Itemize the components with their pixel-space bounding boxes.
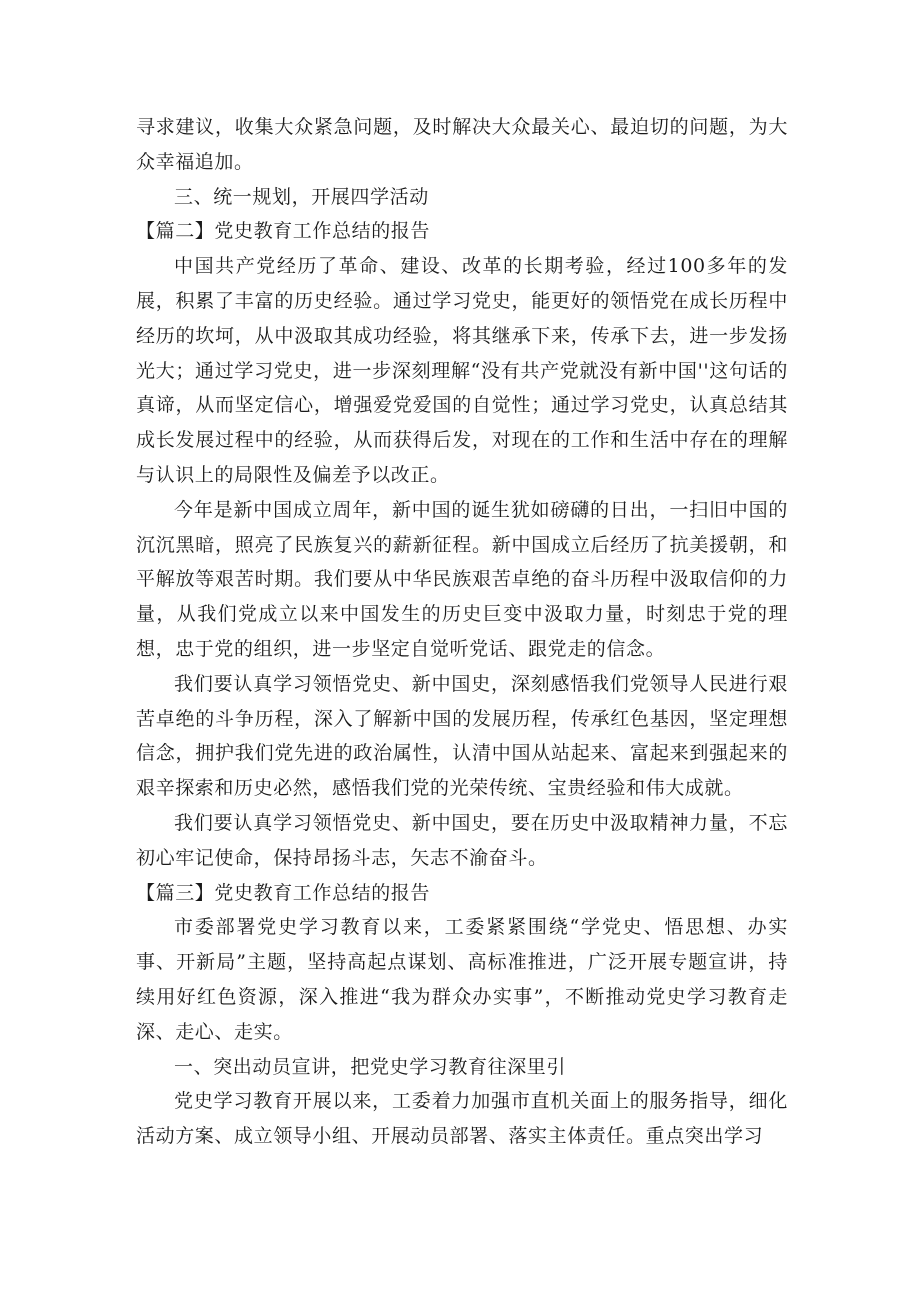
paragraph-continuation: 寻求建议，收集大众紧急问题，及时解决大众最关心、最迫切的问题，为大众幸福追加。 xyxy=(136,116,788,173)
section-subheading: 一、突出动员宣讲，把党史学习教育往深里引 xyxy=(174,1055,567,1078)
body-paragraph: 我们要认真学习领悟党史、新中国史，要在历史中汲取精神力量，不忘初心牢记使命，保持昂扬斗志，矢志不渝奋斗。 xyxy=(136,811,788,869)
document-page xyxy=(136,110,788,1154)
section-subheading: 三、统一规划，开展四学活动 xyxy=(174,185,429,208)
body-paragraph: 市委部署党史学习教育以来，工委紧紧围绕“学党史、悟思想、办实事、开新局”主题，坚持高起点谋划、高标准推进，广泛开展专题宣讲，持续用好红色资源，深入推进“我为群众办实事”，不断推动党史学习教育走深、走心、走实。 xyxy=(136,916,788,1043)
article-heading: 【篇三】党史教育工作总结的报告 xyxy=(136,881,431,904)
body-paragraph: 党史学习教育开展以来，工委着力加强市直机关面上的服务指导，细化活动方案、成立领导小组、开展动员部署、落实主体责任。重点突出学习 xyxy=(136,1090,788,1148)
body-paragraph: 我们要认真学习领悟党史、新中国史，深刻感悟我们党领导人民进行艰苦卓绝的斗争历程，深入了解新中国的发展历程，传承红色基因，坚定理想信念，拥护我们党先进的政治属性，认清中国从站起来、富起来到强起来的艰辛探索和历史必然，感悟我们党的光荣传统、宝贵经验和伟大成就。 xyxy=(136,672,788,800)
body-paragraph: 中国共产党经历了革命、建设、改革的长期考验，经过100多年的发展，积累了丰富的历史经验。通过学习党史，能更好的领悟党在成长历程中经历的坎坷，从中汲取其成功经验，将其继承下来，传承下去，进一步发扬光大；通过学习党史，进一步深刻理解“没有共产党就没有新中国''这句话的真谛，从而坚定信心，增强爱党爱国的自觉性；通过学习党史，认真总结其成长发展过程中的经验，从而获得后发，对现在的工作和生活中存在的理解与认识上的局限性及偏差予以改正。 xyxy=(136,255,788,486)
article-heading: 【篇二】党史教育工作总结的报告 xyxy=(136,220,431,243)
body-paragraph: 今年是新中国成立周年，新中国的诞生犹如磅礴的日出，一扫旧中国的沉沉黑暗，照亮了民族复兴的薪新征程。新中国成立后经历了抗美援朝，和平解放等艰苦时期。我们要从中华民族艰苦卓绝的奋斗历程中汲取信仰的力量，从我们党成立以来中国发生的历史巨变中汲取力量，时刻忠于党的理想，忠于党的组织，进一步坚定自觉听党话、跟党走的信念。 xyxy=(136,498,788,660)
